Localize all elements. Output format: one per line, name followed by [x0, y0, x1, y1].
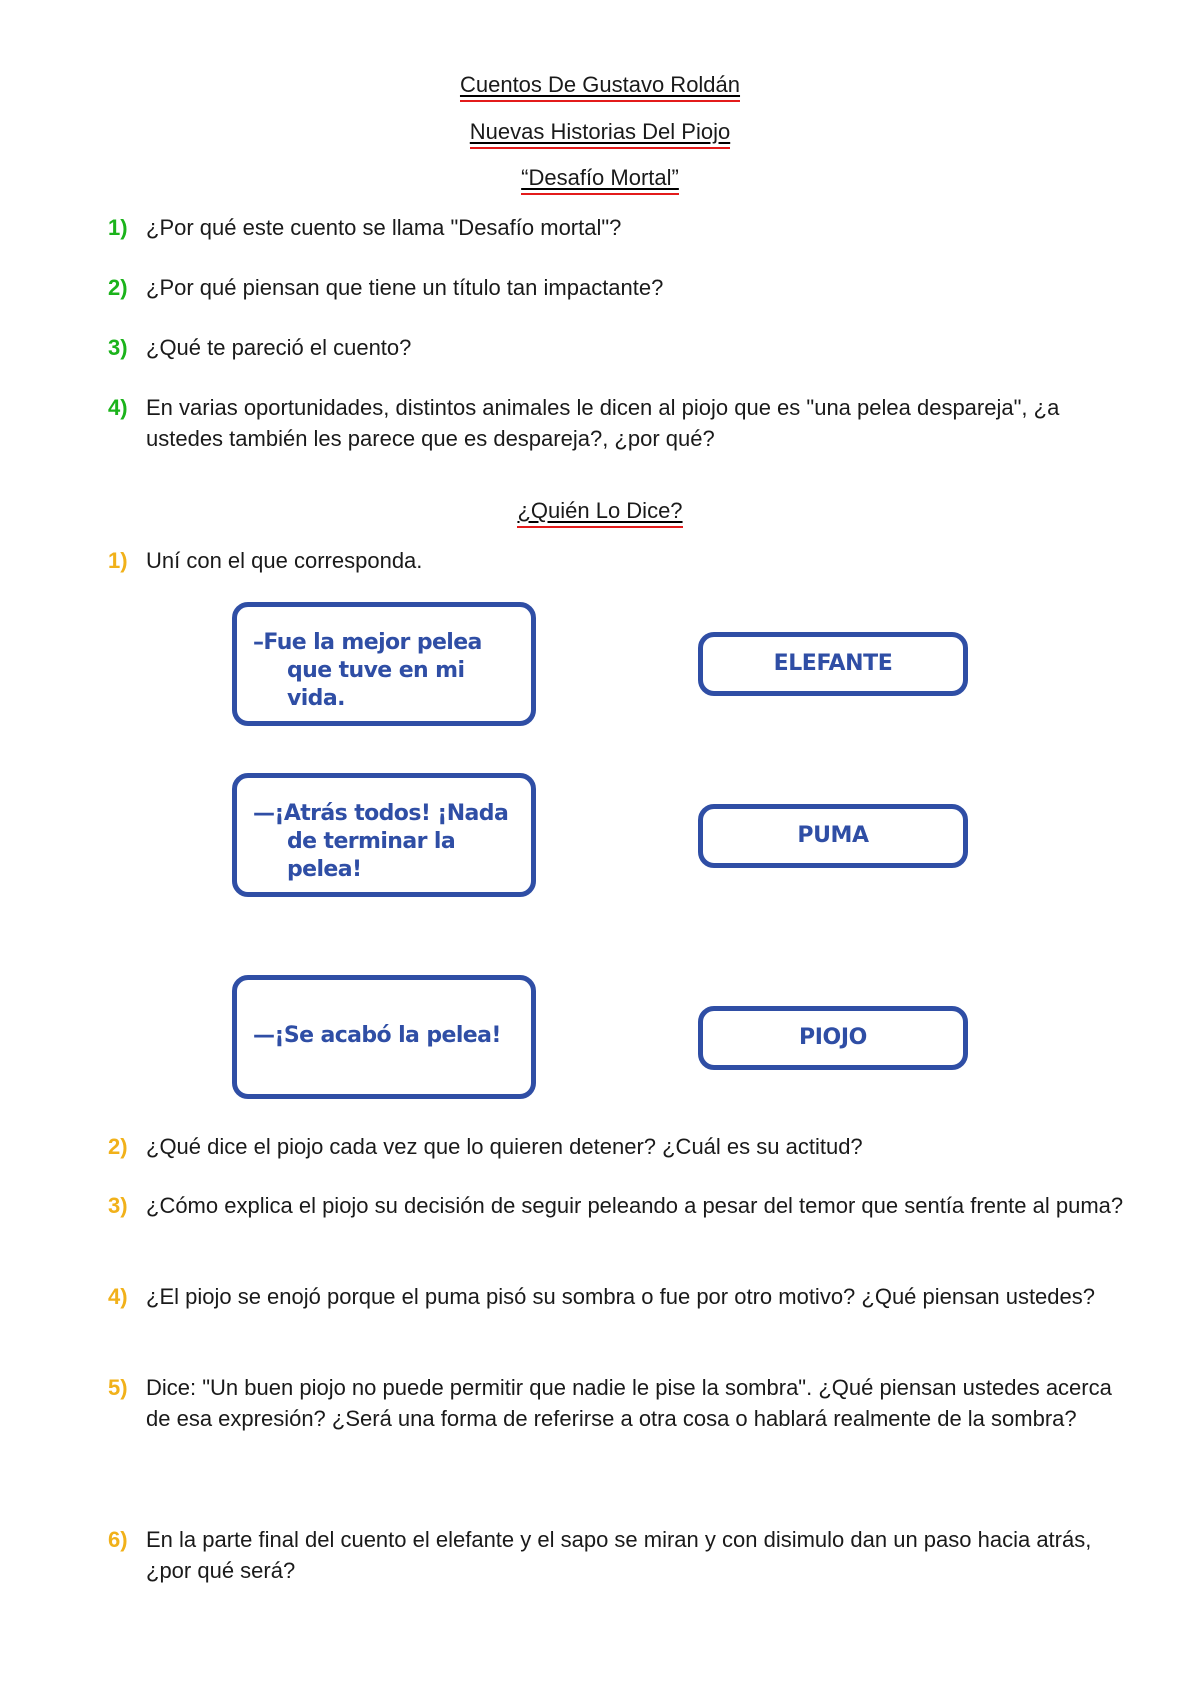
author-title-text: Cuentos De Gustavo Roldán [460, 72, 740, 102]
book-title [0, 119, 1200, 149]
question-4b [108, 1281, 1138, 1312]
book-title-text: Nuevas Historias Del Piojo [470, 119, 730, 149]
quote-line: –Fue la mejor pelea [253, 630, 482, 655]
question-number: 3) [108, 335, 128, 360]
question-text: ¿Qué dice el piojo cada vez que lo quieren detener? ¿Cuál es su actitud? [146, 1134, 863, 1159]
question-text: En la parte final del cuento el elefante y el sapo se miran y con disimulo dan un paso hacia atrás, ¿por qué será? [146, 1527, 1092, 1583]
quote-line: que tuve en mi vida. [287, 658, 465, 711]
question-number: 6) [108, 1527, 128, 1552]
question-text: ¿Cómo explica el piojo su decisión de seguir peleando a pesar del temor que sentía frente al puma? [146, 1193, 1124, 1218]
character-card-piojo[interactable] [698, 1006, 968, 1070]
character-name: ELEFANTE [773, 651, 893, 676]
instruction-1 [108, 545, 1138, 576]
question-number: 4) [108, 395, 128, 420]
question-text: En varias oportunidades, distintos animales le dicen al piojo que es "una pelea despareja", ¿a ustedes también les parece que es despareja?, ¿por qué? [146, 395, 1060, 451]
question-number: 5) [108, 1375, 128, 1400]
author-title [0, 72, 1200, 102]
question-1 [108, 212, 1138, 243]
question-2 [108, 272, 1138, 303]
quote-card-1[interactable] [232, 602, 536, 726]
question-4 [108, 392, 1138, 454]
story-title [0, 165, 1200, 195]
question-3 [108, 332, 1138, 363]
question-number: 2) [108, 275, 128, 300]
question-5b [108, 1372, 1138, 1434]
story-title-text: “Desafío Mortal” [521, 165, 679, 195]
instruction-text: Uní con el que corresponda. [146, 548, 423, 573]
question-text: ¿Por qué este cuento se llama "Desafío mortal"? [146, 215, 622, 240]
question-text: Dice: "Un buen piojo no puede permitir que nadie le pise la sombra". ¿Qué piensan ustedes acerca de esa expresión? ¿Será una forma de referirse a otra cosa o hablará realmente de la sombra? [146, 1375, 1112, 1431]
question-number: 1) [108, 548, 128, 573]
question-text: ¿Qué te pareció el cuento? [146, 335, 412, 360]
question-2b [108, 1131, 1138, 1162]
question-text: ¿Por qué piensan que tiene un título tan impactante? [146, 275, 664, 300]
character-card-elefante[interactable] [698, 632, 968, 696]
section-title-quien-lo-dice [0, 498, 1200, 528]
character-name: PIOJO [799, 1025, 867, 1050]
character-card-puma[interactable] [698, 804, 968, 868]
question-number: 1) [108, 215, 128, 240]
quote-line: —¡Atrás todos! ¡Nada [253, 801, 509, 826]
quote-card-3[interactable] [232, 975, 536, 1099]
section-title-text: ¿Quién Lo Dice? [517, 498, 682, 528]
character-name: PUMA [797, 823, 869, 848]
question-3b [108, 1190, 1138, 1221]
question-number: 2) [108, 1134, 128, 1159]
question-number: 4) [108, 1284, 128, 1309]
question-text: ¿El piojo se enojó porque el puma pisó su sombra o fue por otro motivo? ¿Qué piensan ustedes? [146, 1284, 1095, 1309]
quote-card-2[interactable] [232, 773, 536, 897]
quote-line: de terminar la pelea! [287, 829, 456, 882]
question-6b [108, 1524, 1138, 1586]
question-number: 3) [108, 1193, 128, 1218]
quote-line: —¡Se acabó la pelea! [253, 1023, 501, 1048]
